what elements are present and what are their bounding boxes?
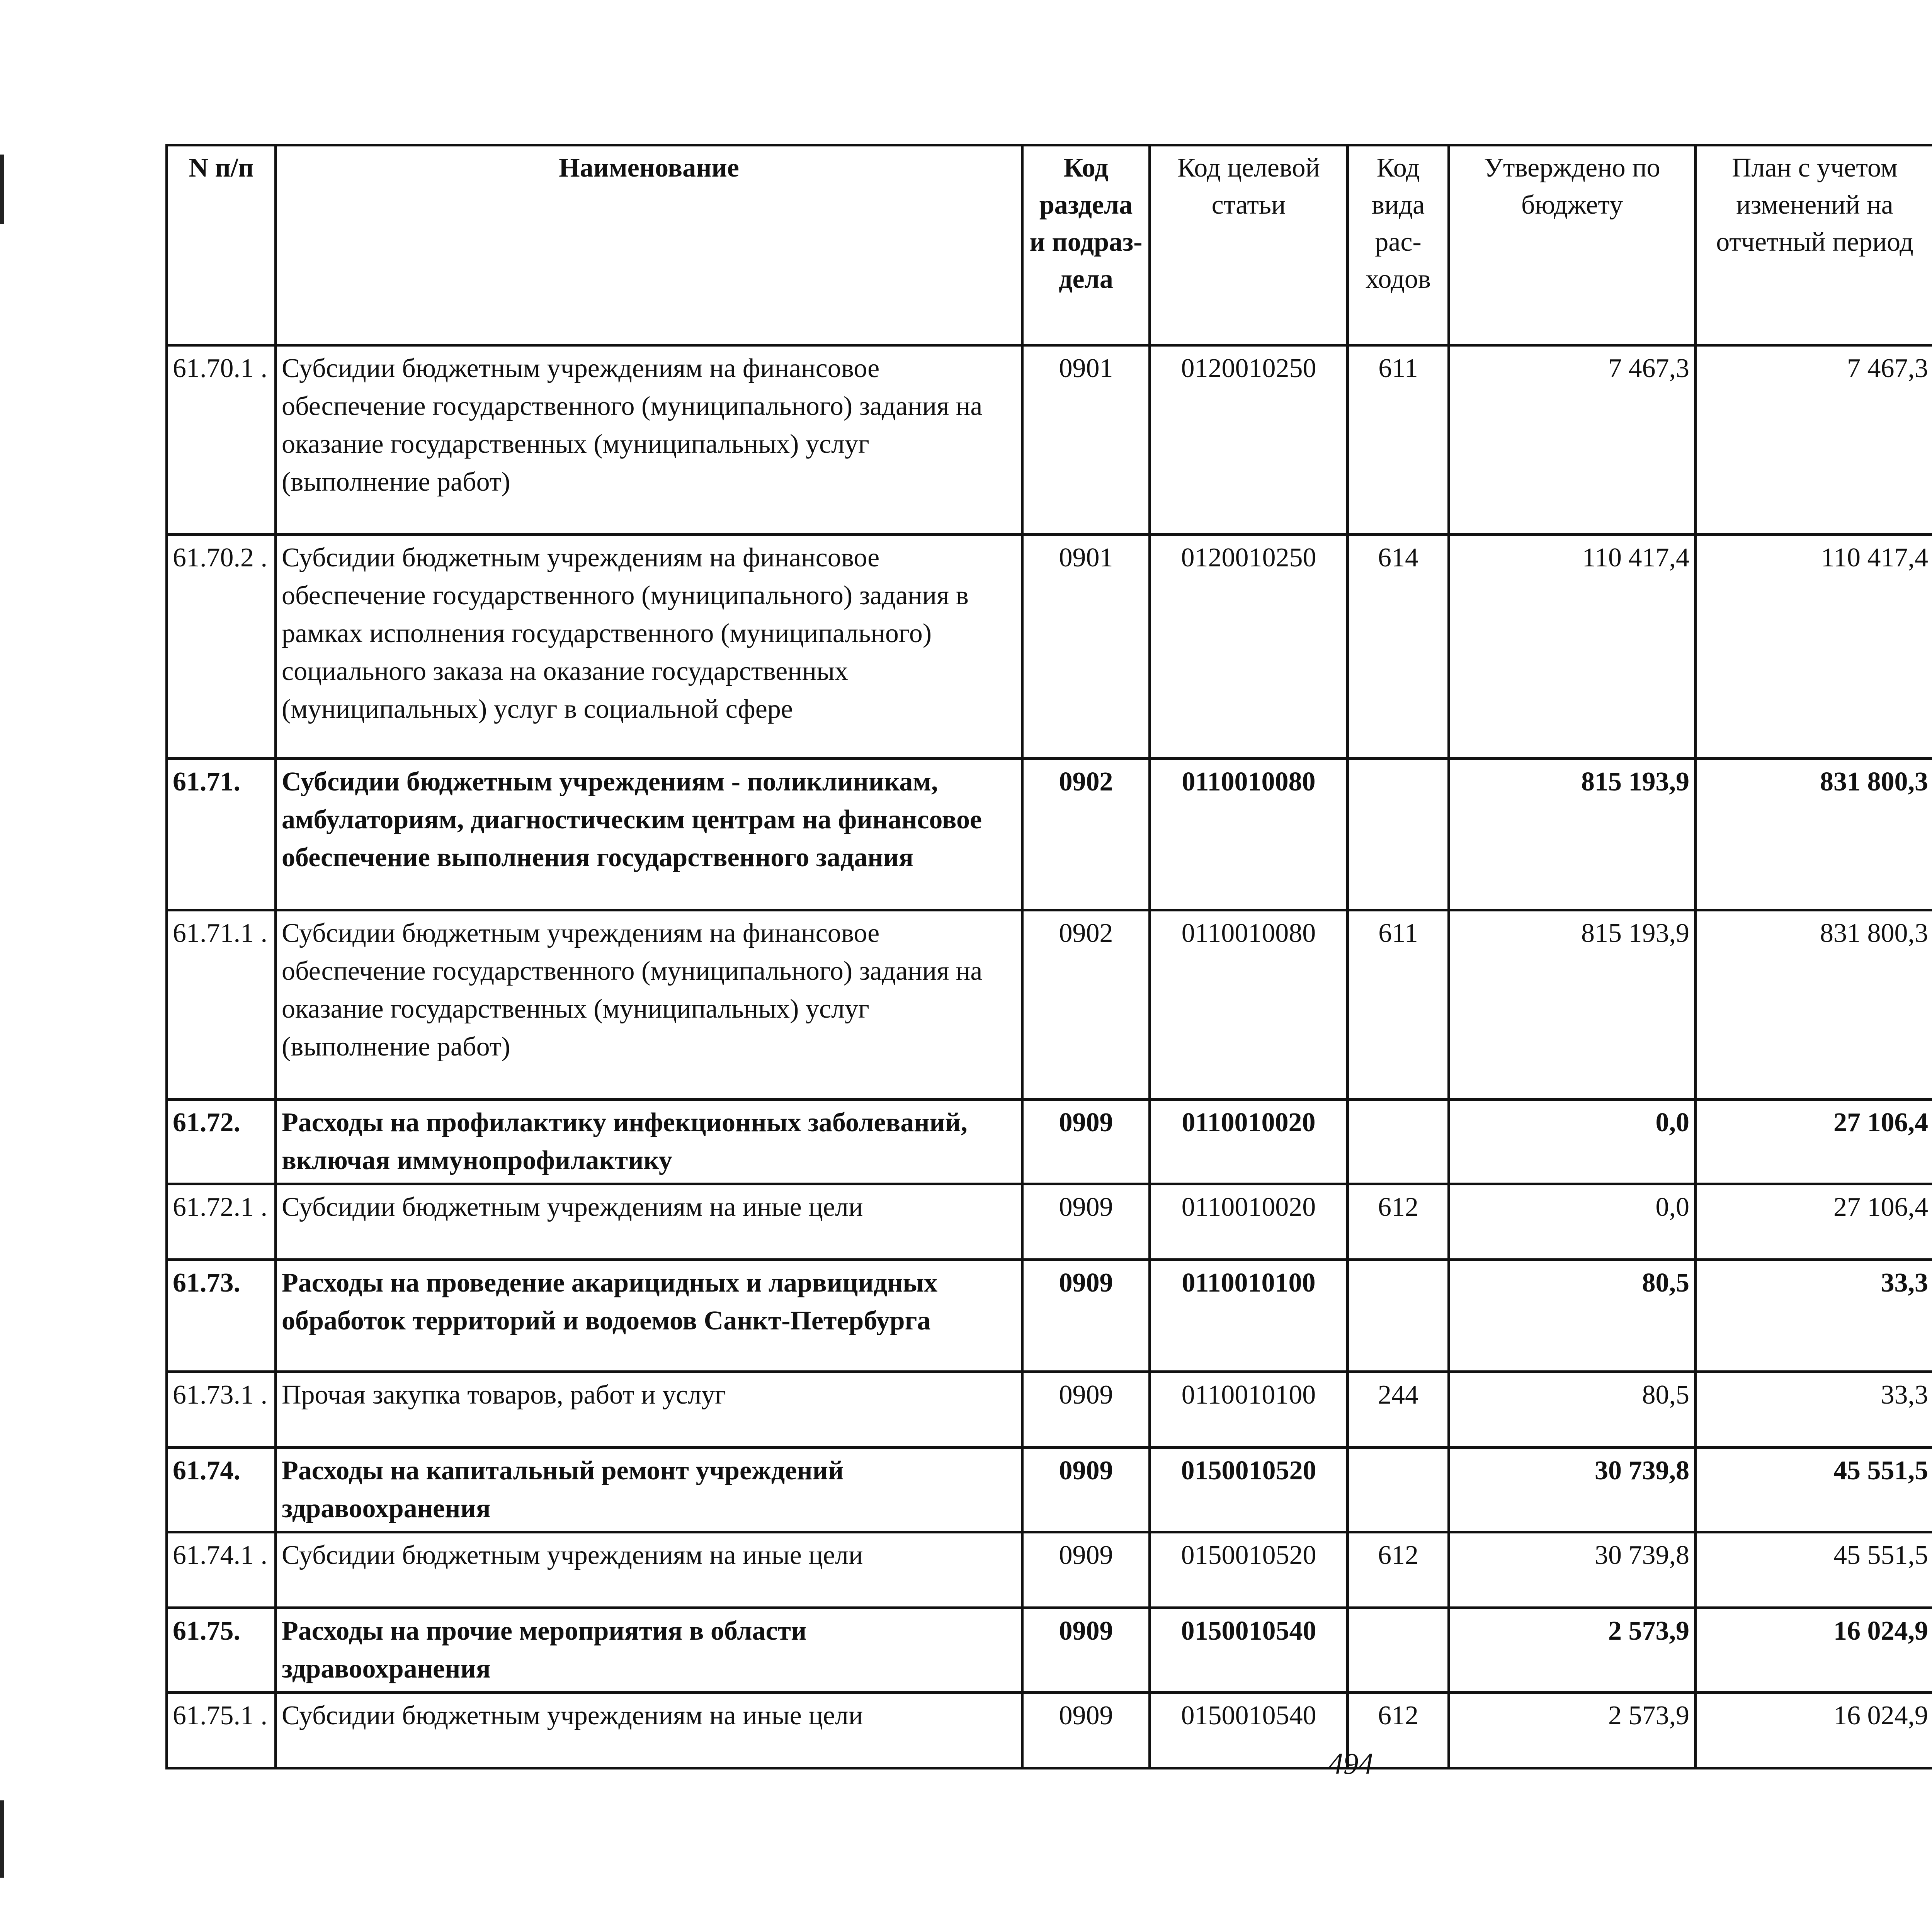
row-utv-cell: 2 573,9 xyxy=(1449,1608,1696,1693)
row-vid-cell: 612 xyxy=(1348,1532,1449,1608)
table-row xyxy=(167,345,1932,535)
row-celevaya-cell: 0120010250 xyxy=(1150,535,1348,759)
row-celevaya-cell: 0120010250 xyxy=(1150,345,1348,535)
row-number-cell: 61.75. xyxy=(167,1608,276,1693)
row-utv-cell: 815 193,9 xyxy=(1449,910,1696,1100)
row-plan-cell: 27 106,4 xyxy=(1696,1100,1932,1184)
page-number: 494 xyxy=(1328,1747,1374,1780)
row-utv-cell: 0,0 xyxy=(1449,1184,1696,1260)
table-body xyxy=(167,345,1932,1768)
row-razdel-cell: 0902 xyxy=(1022,759,1150,910)
row-number-cell: 61.74. xyxy=(167,1448,276,1532)
row-name-cell: Субсидии бюджетным учреждениям - поликлиникам, амбулаториям, диагностическим центрам на финансовое обеспечение выполнения государственного задания xyxy=(276,759,1022,910)
row-razdel-cell: 0909 xyxy=(1022,1532,1150,1608)
row-vid-cell: 244 xyxy=(1348,1372,1449,1448)
row-celevaya-cell: 0110010080 xyxy=(1150,910,1348,1100)
row-utv-cell: 80,5 xyxy=(1449,1372,1696,1448)
row-celevaya-cell: 0150010520 xyxy=(1150,1532,1348,1608)
row-number-cell: 61.70.2 . xyxy=(167,535,276,759)
row-number-cell: 61.72.1 . xyxy=(167,1184,276,1260)
row-number-cell: 61.73. xyxy=(167,1260,276,1372)
row-vid-cell: 612 xyxy=(1348,1184,1449,1260)
table-row xyxy=(167,1260,1932,1372)
row-name-cell: Субсидии бюджетным учреждениям на финансовое обеспечение государственного (муниципального) задания на оказание государственных (муниципальных) услуг (выполнение работ) xyxy=(276,910,1022,1100)
row-number-cell: 61.71.1 . xyxy=(167,910,276,1100)
row-name-cell: Субсидии бюджетным учреждениям на иные цели xyxy=(276,1532,1022,1608)
row-name-cell: Расходы на проведение акарицидных и ларвицидных обработок территорий и водоемов Санкт-Петербурга xyxy=(276,1260,1022,1372)
row-plan-cell: 27 106,4 xyxy=(1696,1184,1932,1260)
row-plan-cell: 831 800,3 xyxy=(1696,910,1932,1100)
table-row xyxy=(167,1372,1932,1448)
col-header-celevaya: Код целевой статьи xyxy=(1150,145,1348,345)
row-name-cell: Прочая закупка товаров, работ и услуг xyxy=(276,1372,1022,1448)
row-celevaya-cell: 0110010100 xyxy=(1150,1260,1348,1372)
scan-edge-mark xyxy=(0,1800,4,1878)
scan-edge-mark xyxy=(0,155,4,224)
col-header-num: N п/п xyxy=(167,145,276,345)
row-razdel-cell: 0909 xyxy=(1022,1260,1150,1372)
row-utv-cell: 815 193,9 xyxy=(1449,759,1696,910)
col-header-utv: Утверждено по бюджету xyxy=(1449,145,1696,345)
row-number-cell: 61.74.1 . xyxy=(167,1532,276,1608)
row-razdel-cell: 0909 xyxy=(1022,1693,1150,1768)
row-celevaya-cell: 0110010100 xyxy=(1150,1372,1348,1448)
row-razdel-cell: 0909 xyxy=(1022,1448,1150,1532)
col-header-vid: Код вида рас- ходов xyxy=(1348,145,1449,345)
row-plan-cell: 33,3 xyxy=(1696,1260,1932,1372)
row-celevaya-cell: 0150010540 xyxy=(1150,1608,1348,1693)
table-row xyxy=(167,910,1932,1100)
row-plan-cell: 7 467,3 xyxy=(1696,345,1932,535)
row-razdel-cell: 0901 xyxy=(1022,535,1150,759)
row-vid-cell xyxy=(1348,1608,1449,1693)
row-celevaya-cell: 0110010020 xyxy=(1150,1184,1348,1260)
row-razdel-cell: 0901 xyxy=(1022,345,1150,535)
row-name-cell: Субсидии бюджетным учреждениям на иные цели xyxy=(276,1693,1022,1768)
row-vid-cell xyxy=(1348,1100,1449,1184)
table-row xyxy=(167,1100,1932,1184)
row-plan-cell: 16 024,9 xyxy=(1696,1693,1932,1768)
row-vid-cell: 611 xyxy=(1348,345,1449,535)
row-name-cell: Субсидии бюджетным учреждениям на финансовое обеспечение государственного (муниципального) задания на оказание государственных (муниципальных) услуг (выполнение работ) xyxy=(276,345,1022,535)
table-row xyxy=(167,1608,1932,1693)
row-celevaya-cell: 0150010540 xyxy=(1150,1693,1348,1768)
row-name-cell: Расходы на капитальный ремонт учреждений здравоохранения xyxy=(276,1448,1022,1532)
row-plan-cell: 45 551,5 xyxy=(1696,1532,1932,1608)
row-number-cell: 61.73.1 . xyxy=(167,1372,276,1448)
row-utv-cell: 30 739,8 xyxy=(1449,1448,1696,1532)
col-header-name: Наименование xyxy=(276,145,1022,345)
row-celevaya-cell: 0150010520 xyxy=(1150,1448,1348,1532)
row-plan-cell: 831 800,3 xyxy=(1696,759,1932,910)
row-vid-cell xyxy=(1348,1260,1449,1372)
header-row xyxy=(167,145,1932,182)
row-razdel-cell: 0909 xyxy=(1022,1184,1150,1260)
row-number-cell: 61.75.1 . xyxy=(167,1693,276,1768)
col-header-plan: План с учетом изменений на отчетный период xyxy=(1696,145,1932,345)
row-utv-cell: 80,5 xyxy=(1449,1260,1696,1372)
row-razdel-cell: 0909 xyxy=(1022,1100,1150,1184)
row-plan-cell: 16 024,9 xyxy=(1696,1608,1932,1693)
row-razdel-cell: 0909 xyxy=(1022,1372,1150,1448)
row-vid-cell xyxy=(1348,759,1449,910)
row-name-cell: Расходы на профилактику инфекционных заболеваний, включая иммунопрофилактику xyxy=(276,1100,1022,1184)
row-razdel-cell: 0902 xyxy=(1022,910,1150,1100)
row-vid-cell: 614 xyxy=(1348,535,1449,759)
row-plan-cell: 33,3 xyxy=(1696,1372,1932,1448)
row-name-cell: Субсидии бюджетным учреждениям на иные цели xyxy=(276,1184,1022,1260)
row-number-cell: 61.72. xyxy=(167,1100,276,1184)
row-name-cell: Расходы на прочие мероприятия в области здравоохранения xyxy=(276,1608,1022,1693)
row-utv-cell: 110 417,4 xyxy=(1449,535,1696,759)
row-utv-cell: 30 739,8 xyxy=(1449,1532,1696,1608)
row-plan-cell: 45 551,5 xyxy=(1696,1448,1932,1532)
row-number-cell: 61.71. xyxy=(167,759,276,910)
budget-table xyxy=(165,144,1932,1769)
table-row xyxy=(167,1448,1932,1532)
row-celevaya-cell: 0110010080 xyxy=(1150,759,1348,910)
row-celevaya-cell: 0110010020 xyxy=(1150,1100,1348,1184)
row-name-cell: Субсидии бюджетным учреждениям на финансовое обеспечение государственного (муниципального) задания в рамках исполнения государственного (муниципального) социального заказа на оказание государственных (муниципальных) услуг в социальной сфере xyxy=(276,535,1022,759)
row-vid-cell: 611 xyxy=(1348,910,1449,1100)
table-row xyxy=(167,1532,1932,1608)
table-row xyxy=(167,535,1932,759)
row-razdel-cell: 0909 xyxy=(1022,1608,1150,1693)
row-number-cell: 61.70.1 . xyxy=(167,345,276,535)
row-vid-cell: 612 xyxy=(1348,1693,1449,1768)
row-utv-cell: 2 573,9 xyxy=(1449,1693,1696,1768)
row-utv-cell: 0,0 xyxy=(1449,1100,1696,1184)
table-row xyxy=(167,1184,1932,1260)
row-plan-cell: 110 417,4 xyxy=(1696,535,1932,759)
col-header-razdel: Код раздела и подраз- дела xyxy=(1022,145,1150,345)
row-vid-cell xyxy=(1348,1448,1449,1532)
table-row xyxy=(167,759,1932,910)
row-utv-cell: 7 467,3 xyxy=(1449,345,1696,535)
